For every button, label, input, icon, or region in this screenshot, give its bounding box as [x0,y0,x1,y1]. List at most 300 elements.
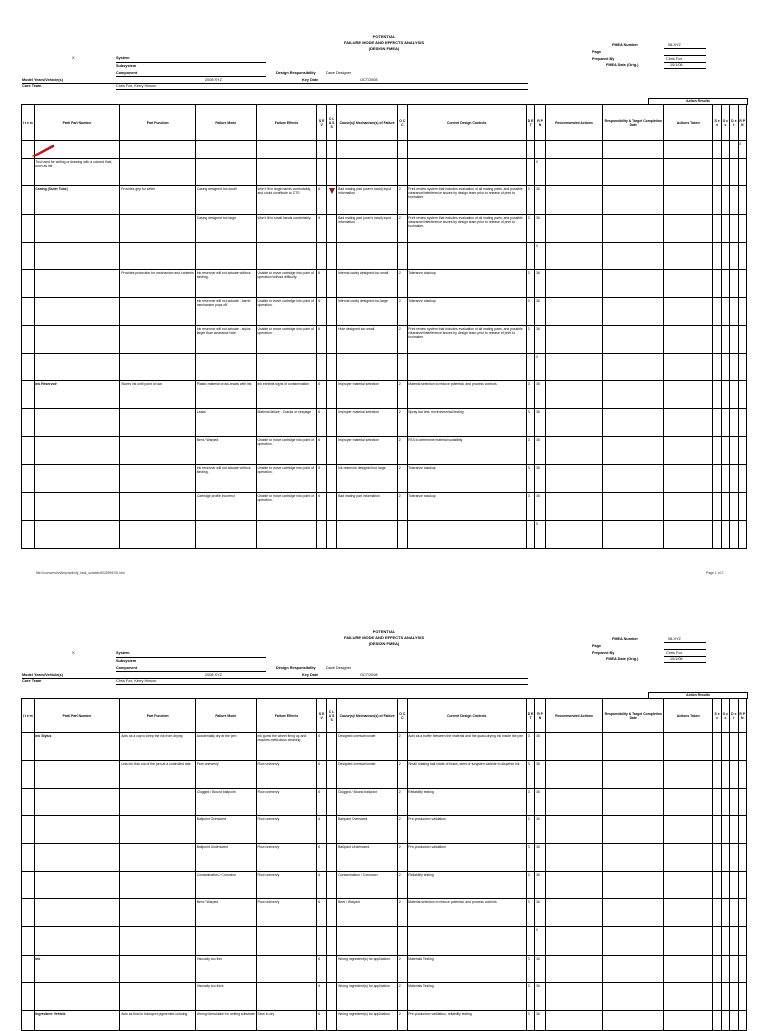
cell-det: 3 [526,381,534,409]
cell-responsibility [603,141,664,159]
col-ar-det: D e t [730,105,738,141]
cell-sev: 6 [317,270,326,298]
cell-ar-det [730,326,738,354]
fmea-date-label: FMEA Date (Orig.) [606,63,639,67]
cell-occ: 2 [398,733,407,761]
cell-ar-occ [721,493,729,521]
cell-responsibility [603,816,664,844]
cell-ar-rpn [738,354,747,381]
cell-cause [337,141,398,159]
cell-item [22,437,35,465]
cell-ar-det [730,354,738,381]
cell-ar-rpn [738,899,747,927]
cell-det: 3 [526,872,534,899]
cell-controls: Material selection to reduce potential, and process controls [407,899,526,927]
cell-responsibility [603,243,664,270]
cell-item [22,789,35,816]
cell-ar-sev [713,465,721,493]
cell-class [326,983,336,1011]
prepared-by-label-p2: Prepared By [592,651,615,655]
cell-item [22,872,35,899]
cell-actions [664,733,713,761]
cell-cause: Internal cavity designed too large [337,298,398,326]
action-results-header: Action Results [648,98,748,105]
col-actions-taken: Actions Taken [664,699,713,733]
table-row [22,437,747,465]
model-years-label: Model Years/Vehicle(s) [22,78,63,82]
cell-ar-sev [713,789,721,816]
cell-part [34,270,120,298]
cell-det: 3 [526,298,534,326]
cell-recommended [545,465,603,493]
cell-recommended [545,243,603,270]
cell-class [326,927,336,956]
cell-actions [664,844,713,872]
cell-ar-det [730,381,738,409]
cell-controls: Tolerance stackup [407,465,526,493]
cell-effects [256,243,317,270]
cell-mode: Contamination / Corrosion [195,872,256,899]
cell-recommended [545,381,603,409]
cell-part [34,983,120,1011]
cell-det: 3 [526,493,534,521]
col-ar-rpn: R P N [738,105,747,141]
cell-controls: Tolerance stackup [407,493,526,521]
cell-rpn: 36 [535,899,545,927]
cell-sev: 6 [317,733,326,761]
cell-sev [317,141,326,159]
cell-rpn: 36 [535,186,545,215]
cell-occ: 2 [398,789,407,816]
cell-effects: Unable to move cartridge into point of operation. [256,493,317,521]
cell-responsibility [603,298,664,326]
cell-recommended [545,761,603,789]
cell-sev: 6 [317,899,326,927]
cell-occ [398,354,407,381]
cell-controls: Pre-production validation, reliability testing [407,1011,526,1031]
cell-rpn: 0 [535,927,545,956]
cell-det [526,159,534,186]
cell-responsibility [603,186,664,215]
cell-cause: Wrong ingredient(s) for application [337,983,398,1011]
cell-actions [664,186,713,215]
col-responsibility: Responsibility & Target Completion Date [603,699,664,733]
cell-ar-rpn [738,326,747,354]
cell-rpn: 36 [535,465,545,493]
cell-sev: 6 [317,983,326,1011]
cell-rpn: 36 [535,956,545,983]
cell-function [120,493,195,521]
cell-function [120,326,195,354]
cell-rpn: 36 [535,409,545,437]
cell-part [34,927,120,956]
cell-effects: Flow uneven/y [256,816,317,844]
cell-ar-rpn [738,159,747,186]
cell-mode: Cartridge profile incorrect [195,493,256,521]
cell-item [22,956,35,983]
cell-responsibility [603,899,664,927]
page-label-p2: Page [592,644,602,648]
cell-sev: 6 [317,215,326,243]
cell-cause [337,354,398,381]
cell-recommended [545,493,603,521]
cell-recommended [545,298,603,326]
cell-controls: Materials Testing [407,956,526,983]
cell-ar-det [730,983,738,1011]
cell-controls: Pre-production validation [407,844,526,872]
cell-det: 3 [526,465,534,493]
cell-ar-occ [721,270,729,298]
cell-rpn: 36 [535,493,545,521]
cell-cause: Improper material selection [337,409,398,437]
cell-cause [337,243,398,270]
cell-part [34,326,120,354]
cell-sev: 6 [317,844,326,872]
cell-ar-rpn [738,270,747,298]
cell-function [120,521,195,549]
cell-ar-det [730,270,738,298]
cell-actions [664,761,713,789]
cell-rpn: 0 [535,521,545,549]
cell-occ: 2 [398,761,407,789]
fmea-table-page-2 [21,698,747,1031]
cell-function: Acts as fluid to transport pigmented coloring. [120,1011,195,1031]
cell-class [326,761,336,789]
cell-ar-det [730,956,738,983]
page-underline-p2 [664,649,706,650]
cell-ar-det [730,493,738,521]
title-line-3: (DESIGN FMEA) [368,46,400,51]
cell-recommended [545,141,603,159]
cell-ar-det [730,899,738,927]
cell-recommended [545,816,603,844]
cell-recommended [545,409,603,437]
cell-class [326,956,336,983]
cell-ar-det [730,409,738,437]
cell-item [22,326,35,354]
cell-part [34,521,120,549]
cell-occ: 2 [398,844,407,872]
cell-class [326,326,336,354]
cell-effects [256,983,317,1011]
cell-effects: Flow uneven/y [256,899,317,927]
cell-item [22,983,35,1011]
cell-rpn: 36 [535,270,545,298]
cell-ar-sev [713,381,721,409]
core-team-label: Core Team [22,84,42,88]
cell-det: 3 [526,761,534,789]
cell-rpn: 36 [535,816,545,844]
cell-effects: Ink gums the wheel firing up and requires meticulous cleaning [256,733,317,761]
cell-actions [664,465,713,493]
cell-responsibility [603,789,664,816]
cell-cause: Ballpoint Oversized [337,816,398,844]
cell-class [326,186,336,215]
cell-ar-rpn [738,437,747,465]
cell-controls: Reliability testing [407,872,526,899]
table-row [22,844,747,872]
cell-function [120,789,195,816]
critical-triangle-icon [329,188,335,194]
cell-ar-det [730,186,738,215]
cell-item [22,215,35,243]
cell-cause: Ink reservoir designed too large [337,465,398,493]
cell-item [22,733,35,761]
col-sev: S E V [317,699,326,733]
cell-sev: 6 [317,761,326,789]
component-label-p2: Component [116,666,138,670]
cell-part [34,215,120,243]
cell-occ: 2 [398,816,407,844]
cell-part [34,761,120,789]
cell-function: Lets ink flow out of the pen at a controlled rate [120,761,195,789]
cell-ar-occ [721,354,729,381]
core-team-underline-p2 [116,684,528,685]
cell-ar-sev [713,899,721,927]
model-underline-p2 [22,678,528,679]
cell-cause: Ballpoint Undersized [337,844,398,872]
cell-ar-rpn [738,956,747,983]
cell-ar-rpn [738,298,747,326]
cell-actions [664,899,713,927]
fmea-date-value-p2: 10/1/06 [670,657,683,661]
col-class: C L A S S [326,699,336,733]
subsystem-label: Subsystem [116,64,137,68]
cell-responsibility [603,956,664,983]
cell-ar-rpn [738,816,747,844]
table-header-row [22,105,747,141]
core-team-value: Chris Fox, Kerry Hinson [116,84,157,88]
table-row [22,761,747,789]
col-part: Part/ Part Number [34,699,120,733]
cell-responsibility [603,465,664,493]
cell-responsibility [603,927,664,956]
fmea-number-value: 08-XYZ [668,43,681,47]
cell-mode [195,927,256,956]
cell-class [326,298,336,326]
cell-part: Casing (Outer Tube) [34,186,120,215]
cell-cause: Bad mating part (user's hand) input information [337,186,398,215]
cell-actions [664,270,713,298]
cell-sev: 6 [317,789,326,816]
cell-occ: 2 [398,409,407,437]
cell-controls [407,354,526,381]
cell-part [34,872,120,899]
cell-occ: 2 [398,956,407,983]
cell-ar-sev [713,844,721,872]
cell-part [34,437,120,465]
subsystem-label-p2: Subsystem [116,659,137,663]
cell-function [120,141,195,159]
cell-ar-sev [713,159,721,186]
cell-part [34,298,120,326]
cell-item [22,465,35,493]
cell-effects: Flow uneven/y [256,761,317,789]
cell-det [526,354,534,381]
cell-ar-sev [713,1011,721,1031]
cell-sev: 6 [317,381,326,409]
design-resp-label-p2: Design Responsibility [276,666,316,670]
cell-ar-sev [713,956,721,983]
col-ar-occ: O c c [721,699,729,733]
col-rpn: R P N [535,105,545,141]
col-det: D E T [526,699,534,733]
cell-class [326,437,336,465]
cell-occ [398,243,407,270]
model-value-p2: 2008 XYZ [205,673,222,677]
cell-ar-rpn [738,733,747,761]
fmea-date-underline [664,68,706,69]
cell-ar-det [730,215,738,243]
cell-sev: 6 [317,298,326,326]
cell-sev: 6 [317,1011,326,1031]
cell-ar-sev [713,521,721,549]
cell-rpn: 36 [535,437,545,465]
cell-sev [317,354,326,381]
cell-function [120,409,195,437]
cell-effects: Flow uneven/y [256,789,317,816]
col-occ: O C C [398,105,407,141]
prepared-by-label: Prepared By [592,57,615,61]
footer-page: Page 1 of 2 [706,571,724,575]
cell-function [120,983,195,1011]
cell-cause: Hole designed too small. [337,326,398,354]
cell-controls: Small rotating ball made of brass, steel or tungsten carbide to disperse ink. [407,761,526,789]
cell-class [326,899,336,927]
cell-ar-occ [721,437,729,465]
cell-function: Provides protection for mechanism and contents [120,270,195,298]
table-row [22,493,747,521]
col-failure-effects: Failure Effects [256,699,317,733]
cell-class [326,733,336,761]
table-row [22,326,747,354]
cell-effects [256,159,317,186]
cell-class [326,159,336,186]
cell-occ: 2 [398,1011,407,1031]
cell-function [120,872,195,899]
cell-ar-det [730,872,738,899]
cell-responsibility [603,872,664,899]
cell-recommended [545,844,603,872]
cell-ar-sev [713,354,721,381]
cell-ar-occ [721,1011,729,1031]
cell-sev: 6 [317,186,326,215]
cell-occ [398,521,407,549]
cell-occ: 2 [398,270,407,298]
core-team-label-p2: Core Team [22,679,42,683]
cell-occ: 2 [398,381,407,409]
cell-effects [256,956,317,983]
cell-item [22,899,35,927]
cell-item [22,927,35,956]
cell-rpn: 0 [535,243,545,270]
system-number-p2: X [72,651,75,655]
table-row [22,270,747,298]
cell-item [22,298,35,326]
cell-function: Provides grip for writer [120,186,195,215]
cell-actions [664,409,713,437]
cell-occ [398,927,407,956]
table-header-row-p2 [22,699,747,733]
cell-function [120,354,195,381]
col-actions-taken: Actions Taken [664,105,713,141]
col-failure-mode: Failure Mode [195,699,256,733]
cell-ar-det [730,437,738,465]
col-ar-sev: S e v [713,105,721,141]
cell-rpn: 36 [535,983,545,1011]
cell-function: Stores ink until point of use. [120,381,195,409]
cell-cause: Clogged / Bound ballpoint [337,789,398,816]
cell-mode: Casing designed too small [195,186,256,215]
cell-ar-det [730,761,738,789]
col-recommended: Recommended Actions [545,699,603,733]
cell-class [326,465,336,493]
cell-controls [407,521,526,549]
cell-ar-occ [721,816,729,844]
model-value: 2008 XYZ [205,78,222,82]
cell-actions [664,243,713,270]
cell-ar-rpn [738,493,747,521]
system-label-p2: System [116,651,130,655]
cell-controls: Reliability testing [407,789,526,816]
cell-item [22,816,35,844]
cell-effects: Ink exhibits signs of contamination [256,381,317,409]
cell-part [34,493,120,521]
col-item: I t e m [22,699,35,733]
cell-responsibility [603,159,664,186]
fmea-date-label-p2: FMEA Date (Orig.) [606,657,639,661]
col-causes: Cause(s)/ Mechanism(s) of Failure [337,105,398,141]
cell-mode: Ink reservoir will not actuate without binding. [195,465,256,493]
model-years-label-p2: Model Years/Vehicle(s) [22,673,63,677]
cell-ar-occ [721,927,729,956]
cell-det [526,243,534,270]
cell-effects: Unable to move cartridge into point of operation. [256,326,317,354]
model-underline [22,83,528,84]
cell-item [22,354,35,381]
cell-responsibility [603,493,664,521]
cell-part: Ingredient: Vehicle [34,1011,120,1031]
cell-sev: 6 [317,465,326,493]
cell-ar-det [730,521,738,549]
cell-class [326,354,336,381]
cell-recommended [545,159,603,186]
cell-controls: Acts as a buffer between the material and the quasi-drying ink inside the pen [407,733,526,761]
cell-ar-rpn [738,844,747,872]
page-underline [664,55,706,56]
cell-ar-sev [713,186,721,215]
cell-effects: Unable to move cartridge into point of operation. [256,437,317,465]
cell-class [326,141,336,159]
cell-ar-rpn [738,215,747,243]
fmea-table-page-1 [21,104,747,549]
cell-effects: Material failure - Cracks or seepage [256,409,317,437]
cell-det: 3 [526,1011,534,1031]
fmea-number-label-p2: FMEA Number [612,637,639,641]
cell-det [526,141,534,159]
cell-item [22,1011,35,1031]
col-controls: Current Design Controls [407,105,526,141]
cell-det: 3 [526,789,534,816]
cell-rpn: 0 [535,354,545,381]
cell-responsibility [603,381,664,409]
cell-ar-sev [713,872,721,899]
cell-effects: Unable to move cartridge into point of operation. [256,465,317,493]
cell-rpn: 0 [535,159,545,186]
cell-ar-det [730,789,738,816]
action-results-header-p2: Action Results [648,692,748,699]
table-row [22,816,747,844]
